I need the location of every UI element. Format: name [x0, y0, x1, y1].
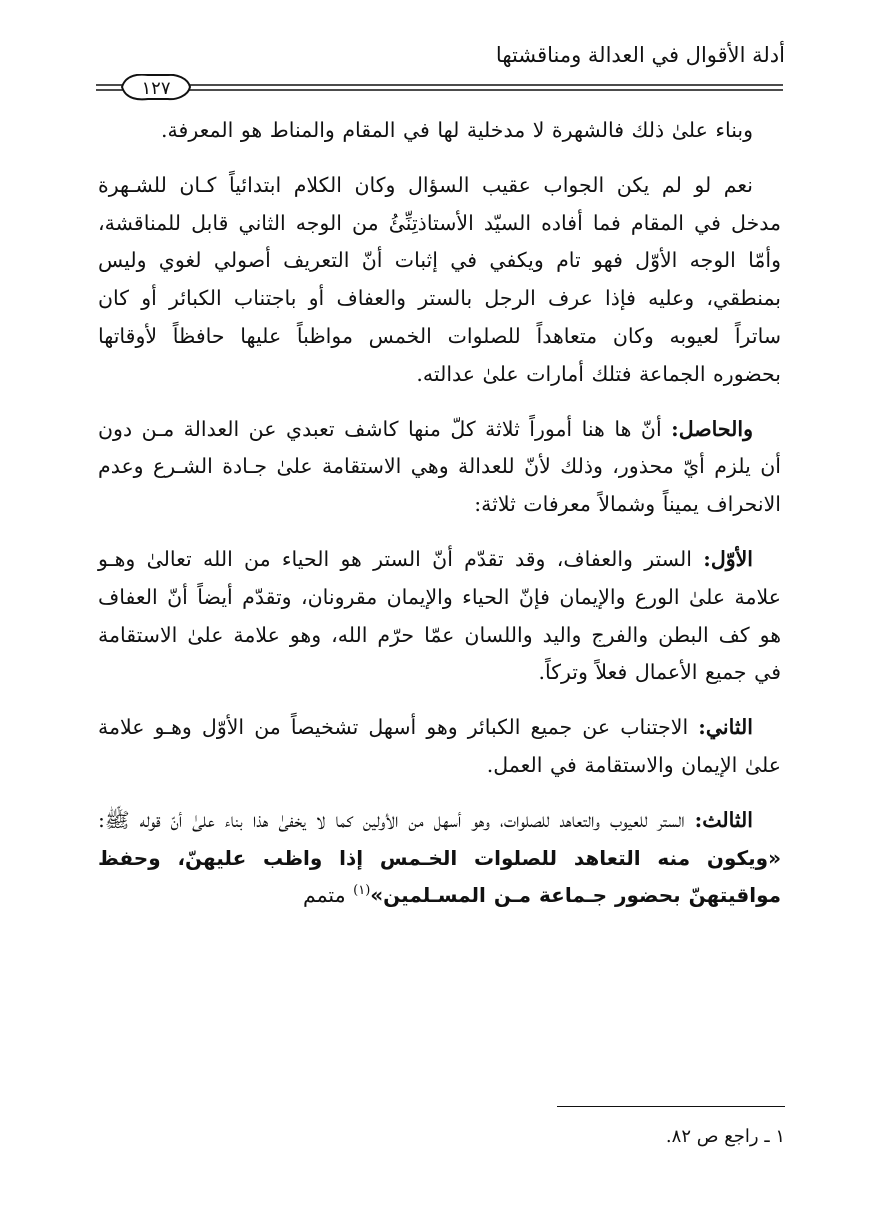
paragraph-4-lead: الأوّل: [703, 546, 753, 571]
paragraph-5 [98, 709, 781, 785]
page-number: ١٢٧ [141, 78, 171, 99]
paragraph-4 [98, 541, 781, 692]
header-rule [96, 74, 783, 104]
footnote-separator [557, 1106, 785, 1107]
running-title: أدلة الأقوال في العدالة ومناقشتها [495, 43, 785, 67]
hadith-quote: «ويكون منه التعاهد للصلوات الخـمس إذا واظب عليهنّ، وحفظ مواقيتهنّ بحضور جـماعة مـن المسـلمين» [98, 845, 781, 908]
paragraph-1: وبناء علىٰ ذلك فالشهرة لا مدخلية لها في المقام والمناط هو المعرفة. [161, 118, 753, 142]
paragraph-3-text: أنّ ها هنا أموراً ثلاثة كلّ منها كاشف تعبدي عن العدالة مـن دون أن يلزم أيّ محذور، وذلك لأنّ للعدالة وهي الاستقامة علىٰ جـادة الشـرع وعدم الانحراف يميناً وشمالاً معرفات ثلاثة: [98, 416, 781, 517]
paragraph-5-lead: الثاني: [698, 715, 753, 740]
body-text [98, 112, 781, 915]
paragraph-5-text: الاجتناب عن جميع الكبائر وهو أسهل تشخيصاً من الأوّل وهـو علامة علىٰ الإيمان والاستقامة في العمل. [98, 715, 781, 777]
paragraph-4-text: الستر والعفاف، وقد تقدّم أنّ الستر هو الحياء من الله تعالىٰ وهـو علامة علىٰ الورع والإيمان فإنّ الحياء والإيمان مقرونان، وتقدّم أيضاً أنّ العفاف هو كف البطن والفرج واليد واللسان عمّا حرّم الله، وهو علامة علىٰ الاستقامة في جميع الأعمال فعلاً وتركاً. [98, 546, 781, 685]
footnote-reference: (١) [353, 883, 371, 899]
paragraph-6-tail: متمم [302, 883, 354, 908]
paragraph-3 [98, 411, 781, 524]
paragraph-3-lead: والحاصل: [671, 416, 753, 441]
footnote: ١ ـ راجع ص ٨٢. [665, 1126, 785, 1147]
paragraph-6-text: الستر للعيوب والتعاهد للصلوات، وهو أسهل من الأولين كما لا يخفىٰ هذا بناء علىٰ أنّ قوله ﷺ: [98, 807, 695, 832]
paragraph-2: نعم لو لم يكن الجواب عقيب السؤال وكان الكلام ابتدائياً كـان للشـهرة مدخل في المقام فما أفاده السيّد الأستاذتِنِّئُ من الوجه الثاني قابل للمناقشة، وأمّا الوجه الأوّل فهو تام ويكفي في إثبات أنّ التعريف أصولي لغوي وليس بمنطقي، وعليه فإذا عرف الرجل بالستر والعفاف أو باجتناب الكبائر أو كان ساتراً لعيوبه وكان متعاهداً للصلوات الخمس مواظباً عليها حافظاً لأوقاتها بحضوره الجماعة فتلك أمارات علىٰ عدالته. [98, 172, 781, 386]
paragraph-6 [98, 802, 781, 915]
paragraph-6-lead: الثالث: [694, 807, 753, 832]
